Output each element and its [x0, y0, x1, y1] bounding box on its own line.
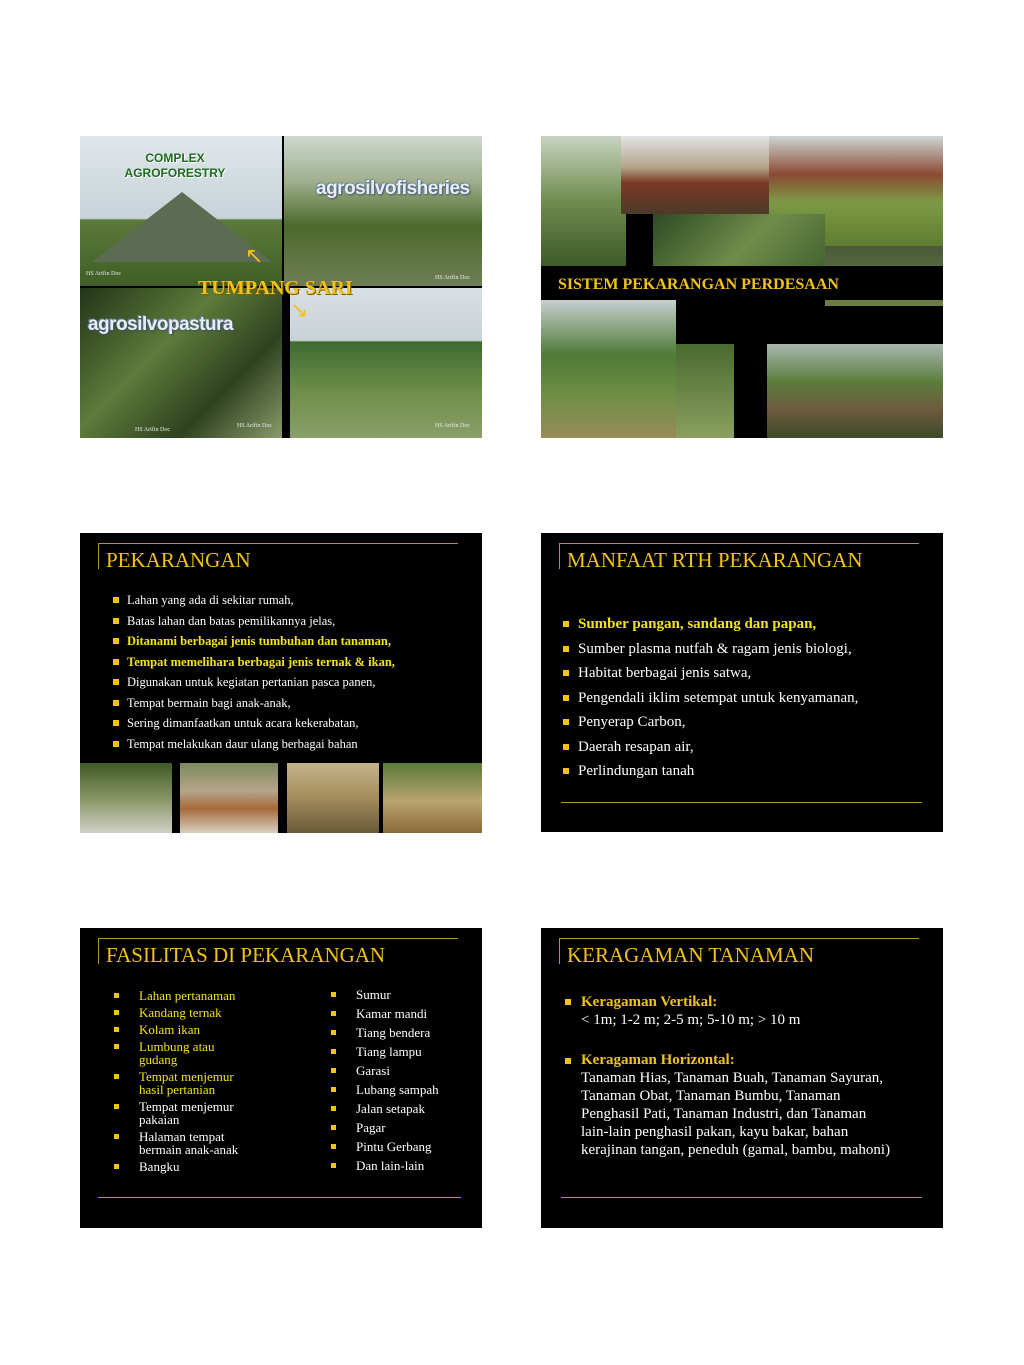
village-path-photo — [541, 136, 626, 266]
list-item: Tempat bermain bagi anak-anak, — [110, 693, 470, 714]
title-rule-vertical — [559, 938, 560, 964]
bullet-icon — [565, 1058, 571, 1064]
photo-drying-wood — [383, 763, 482, 833]
slide-title: MANFAAT RTH PEKARANGAN — [567, 548, 863, 572]
list-item: Sumber pangan, sandang dan papan, — [563, 612, 933, 637]
tumpang-sari-label: TUMPANG SARI — [198, 277, 353, 299]
list-item: Sumur — [331, 988, 471, 1001]
title-rule-vertical — [559, 543, 560, 569]
photo-credit: HS Arifin Doc — [435, 423, 470, 429]
palm-pond-photo — [284, 136, 482, 286]
slide-complex-agroforestry — [80, 136, 482, 438]
list-item: Bangku — [114, 1160, 274, 1173]
children-yard-photo — [541, 300, 676, 438]
rice-field-photo — [290, 288, 482, 438]
title-rule — [98, 543, 458, 544]
title-rule-vertical — [98, 938, 99, 964]
list-item: Tempat menjemur pakaian — [114, 1100, 254, 1126]
slide-manfaat-rth — [541, 533, 943, 832]
list-item: Dan lain-lain — [331, 1159, 471, 1172]
horizontal-label: Keragaman Horizontal: — [581, 1052, 735, 1068]
horizontal-diversity — [581, 1051, 911, 1159]
photo-drying-grain — [180, 763, 278, 833]
pekarangan-list — [110, 590, 470, 754]
list-item: Habitat berbagai jenis satwa, — [563, 661, 933, 686]
list-item: Tempat memelihara berbagai jenis ternak & ikan, — [110, 652, 470, 673]
vertical-diversity — [581, 993, 911, 1029]
photo-drying-mats — [287, 763, 379, 833]
photo-credit: HS Arifin Doc — [135, 427, 170, 433]
slide-keragaman-tanaman — [541, 928, 943, 1228]
list-item: Pagar — [331, 1121, 471, 1134]
list-item: Lubang sampah — [331, 1083, 471, 1096]
bullet-icon — [565, 999, 571, 1005]
slide-title: KERAGAMAN TANAMAN — [567, 943, 815, 967]
vertical-label: Keragaman Vertikal: — [581, 994, 718, 1010]
arrow-down-right-icon: ↘ — [290, 298, 309, 323]
photo-drying-cloth — [80, 763, 172, 833]
forest-pasture-photo — [80, 288, 282, 438]
list-item: Penyerap Carbon, — [563, 710, 933, 735]
list-item: Garasi — [331, 1064, 471, 1077]
list-item: Perlindungan tanah — [563, 759, 933, 784]
list-item: Kolam ikan — [114, 1023, 274, 1036]
photo-credit: HS Arifin Doc — [435, 275, 470, 281]
slide-sistem-pekarangan — [541, 136, 943, 438]
slide-title: SISTEM PEKARANGAN PERDESAAN — [558, 276, 839, 293]
photo-credit: HS Arifin Doc — [86, 271, 121, 277]
horizontal-text: Tanaman Hias, Tanaman Buah, Tanaman Sayuran, Tanaman Obat, Tanaman Bumbu, Tanaman Penghasil Pati, Tanaman Industri, dan Tanaman lain-lain penghasil pakan, kayu bakar, bahan kerajinan tangan, peneduh (gamal, bambu, mahoni) — [581, 1070, 891, 1158]
arrow-up-left-icon: ↖ — [245, 244, 264, 269]
list-item: Tempat melakukan daur ulang berbagai bahan — [110, 734, 470, 755]
list-item: Batas lahan dan batas pemilikannya jelas, — [110, 611, 470, 632]
agrosilvopastura-label: agrosilvopastura — [88, 314, 234, 335]
list-item: Pintu Gerbang — [331, 1140, 471, 1153]
list-item: Pengendali iklim setempat untuk kenyamanan, — [563, 686, 933, 711]
title-rule-vertical — [98, 543, 99, 569]
bottom-rule — [561, 1197, 922, 1198]
list-item: Sumber plasma nutfah & ragam jenis biologi, — [563, 637, 933, 662]
list-item: Kamar mandi — [331, 1007, 471, 1020]
list-item: Lumbung atau gudang — [114, 1040, 231, 1066]
slide-title: FASILITAS DI PEKARANGAN — [106, 943, 386, 967]
village-house-photo — [621, 136, 776, 214]
vertical-text: < 1m; 1-2 m; 2-5 m; 5-10 m; > 10 m — [581, 1012, 801, 1028]
manfaat-list — [563, 612, 933, 784]
list-item: Sering dimanfaatkan untuk acara kekerabatan, — [110, 713, 470, 734]
list-item: Halaman tempat bermain anak-anak — [114, 1130, 264, 1156]
list-item: Ditanami berbagai jenis tumbuhan dan tanaman, — [110, 631, 470, 652]
slide-pekarangan — [80, 533, 482, 833]
title-rule — [559, 938, 919, 939]
fasilitas-left-list — [114, 989, 274, 1177]
list-item: Digunakan untuk kegiatan pertanian pasca panen, — [110, 672, 470, 693]
list-item: Kandang ternak — [114, 1006, 274, 1019]
slide-fasilitas — [80, 928, 482, 1228]
list-item: Tiang bendera — [331, 1026, 471, 1039]
list-item: Jalan setapak — [331, 1102, 471, 1115]
agrosilvofisheries-label: agrosilvofisheries — [316, 178, 470, 199]
fasilitas-right-list — [331, 988, 471, 1178]
title-rule — [559, 543, 919, 544]
list-item: Lahan yang ada di sekitar rumah, — [110, 590, 470, 611]
photo-credit: HS Arifin Doc — [237, 423, 272, 429]
slide-title: PEKARANGAN — [106, 548, 251, 572]
list-item: Daerah resapan air, — [563, 735, 933, 760]
list-item: Lahan pertanaman — [114, 989, 274, 1002]
rural-house-photo — [767, 344, 943, 438]
complex-agroforestry-title: COMPLEX AGROFORESTRY — [124, 151, 226, 180]
bottom-rule — [98, 1197, 461, 1198]
yard-plant-photo — [676, 344, 734, 438]
list-item: Tiang lampu — [331, 1045, 471, 1058]
list-item: Tempat menjemur hasil pertanian — [114, 1070, 254, 1096]
bottom-rule — [561, 802, 922, 803]
title-rule — [98, 938, 458, 939]
